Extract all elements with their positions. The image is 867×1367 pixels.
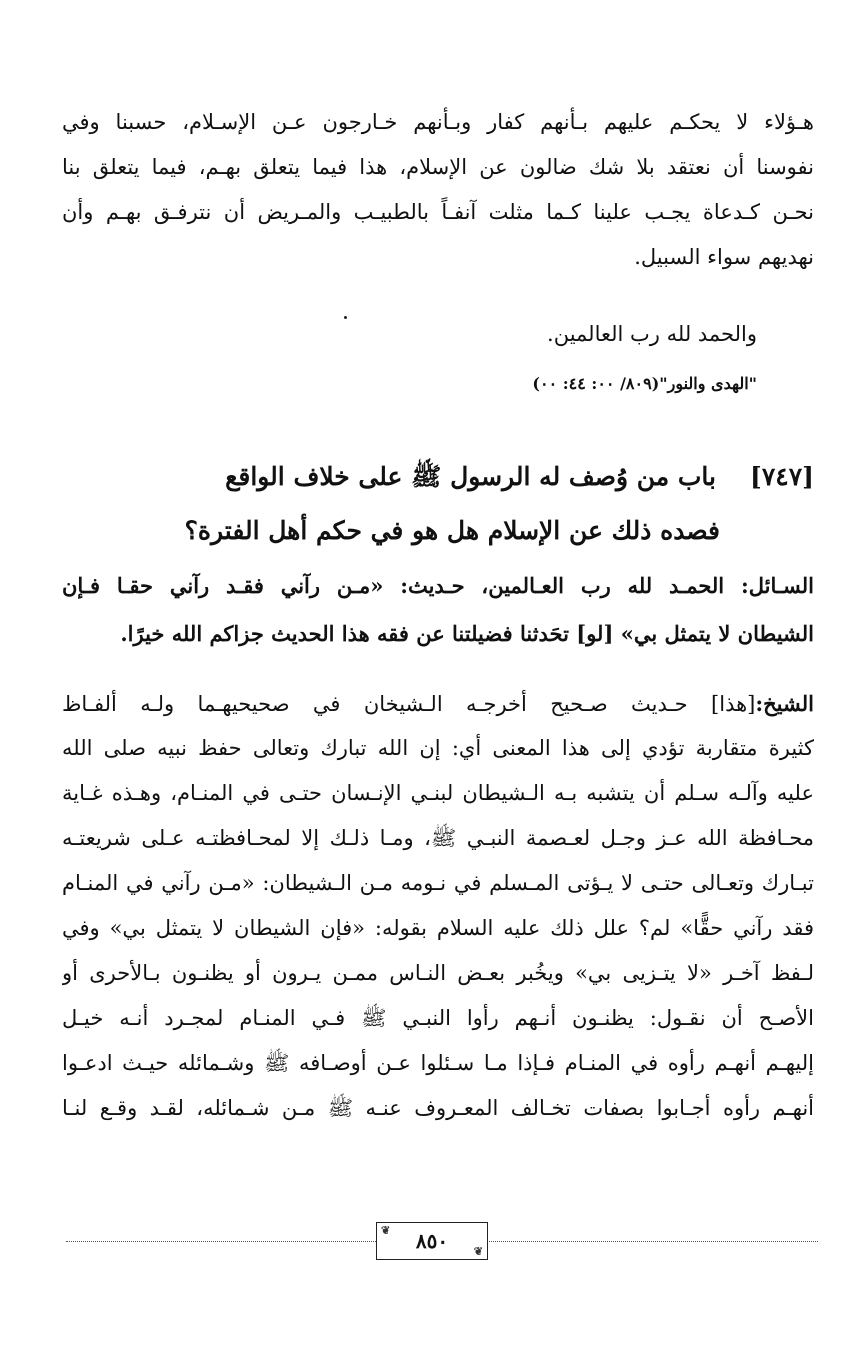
text-line: عليه وآلـه سـلم أن يتشبه بـه الـشيطان لبنـي الإنـسان حتـى في المنـام، وهـذه غـاية xyxy=(62,781,814,805)
stray-dot xyxy=(344,316,347,319)
question-paragraph xyxy=(62,562,814,658)
page-number: ٨٥٠ xyxy=(415,1229,449,1253)
ornament-icon: ❦ xyxy=(381,1224,391,1237)
speaker-label: الشيخ: xyxy=(755,691,814,716)
text-line: هـؤلاء لا يحكـم عليهم بـأنهم كفار وبـأنهم خـارجون عـن الإسـلام، حسبنا وفي xyxy=(62,110,814,134)
text-line: الشيطان لا يتمثل بي» [لو] تحَدثنا فضيلتنا عن فقه هذا الحديث جزاكم الله خيرًا. xyxy=(120,621,814,646)
text-line: أنهـم رأوه أجـابوا بصفات تخـالف المعـروف عنـه ﷺ مـن شـمائله، لقـد وقـع لنـا xyxy=(62,1096,814,1120)
chapter-heading xyxy=(70,450,814,558)
text-line: فقد رآني حقًّا» لم؟ علل ذلك عليه السلام بقوله: «فإن الشيطان لا يتمثل بي» وفي xyxy=(62,916,814,940)
chapter-title-line-1 xyxy=(70,450,814,504)
text-line: السـائل: الحمـد لله رب العـالمين، حـديث: «مـن رآني فقـد رآني حقـا فـإن xyxy=(62,573,814,598)
answer-paragraph xyxy=(62,681,814,1131)
text-line: نحـن كـدعاة يجـب علينا كـما مثلت آنفـاً بالطبيـب والمـريض أن نترفـق بهـم وأن xyxy=(62,200,814,224)
ornament-icon: ❦ xyxy=(473,1245,483,1258)
text-line: تبـارك وتعـالى حتـى لا يـؤتى المـسلم في نـومه مـن الـشيطان: «مـن رآني في المنـام xyxy=(62,871,814,895)
page-number-frame xyxy=(376,1222,488,1260)
chapter-title-line-2: فصده ذلك عن الإسلام هل هو في حكم أهل الفترة؟ xyxy=(184,516,720,545)
text-line: نهديهم سواء السبيل. xyxy=(634,245,814,269)
text-line: نفوسنا أن نعتقد بلا شك ضالون عن الإسلام، هذا فيما يتعلق بهـم، فيما يتعلق بنا xyxy=(62,155,814,179)
source-citation: "الهدى والنور"(٨٠٩/ ٠٠: ٤٤: ٠٠) xyxy=(532,374,757,393)
chapter-title-text-1: باب من وُصف له الرسول ﷺ على خلاف الواقع xyxy=(225,462,717,491)
intro-paragraph xyxy=(62,100,814,280)
text-line: كثيرة متقاربة تؤدي إلى هذا المعنى أي: إن الله تبارك وتعالى حفظ نبيه صلى الله xyxy=(62,736,814,760)
text-line: إليهـم أنهـم رأوه في المنـام فـإذا مـا سـئلوا عـن أوصـافه ﷺ وشـمائله حيـث ادعـوا xyxy=(62,1051,814,1075)
chapter-number: [٧٤٧] xyxy=(750,462,814,491)
closing-praise: والحمد لله رب العالمين. xyxy=(547,322,757,346)
text-line: الأصـح أن نقـول: يظنـون أنـهم رأوا النبـي ﷺ فـي المنـام لمجـرد أنـه خيـل xyxy=(62,1006,814,1030)
text-line xyxy=(62,681,814,726)
answer-first-line-text: [هذا] حـديث صـحيح أخرجـه الـشيخان في صحيحيهـما ولـه ألفـاظ xyxy=(62,692,756,716)
text-line: محـافظة الله عـز وجـل لعـصمة النبـي ﷺ، ومـا ذلـك إلا لمحـافظتـه عـلى شريعتـه xyxy=(62,826,814,850)
text-line: لـفظ آخـر «لا يتـزيى بي» ويخُبر بعـض النـاس ممـن يـرون أو يظنـون بـالأحرى أو xyxy=(62,961,814,985)
